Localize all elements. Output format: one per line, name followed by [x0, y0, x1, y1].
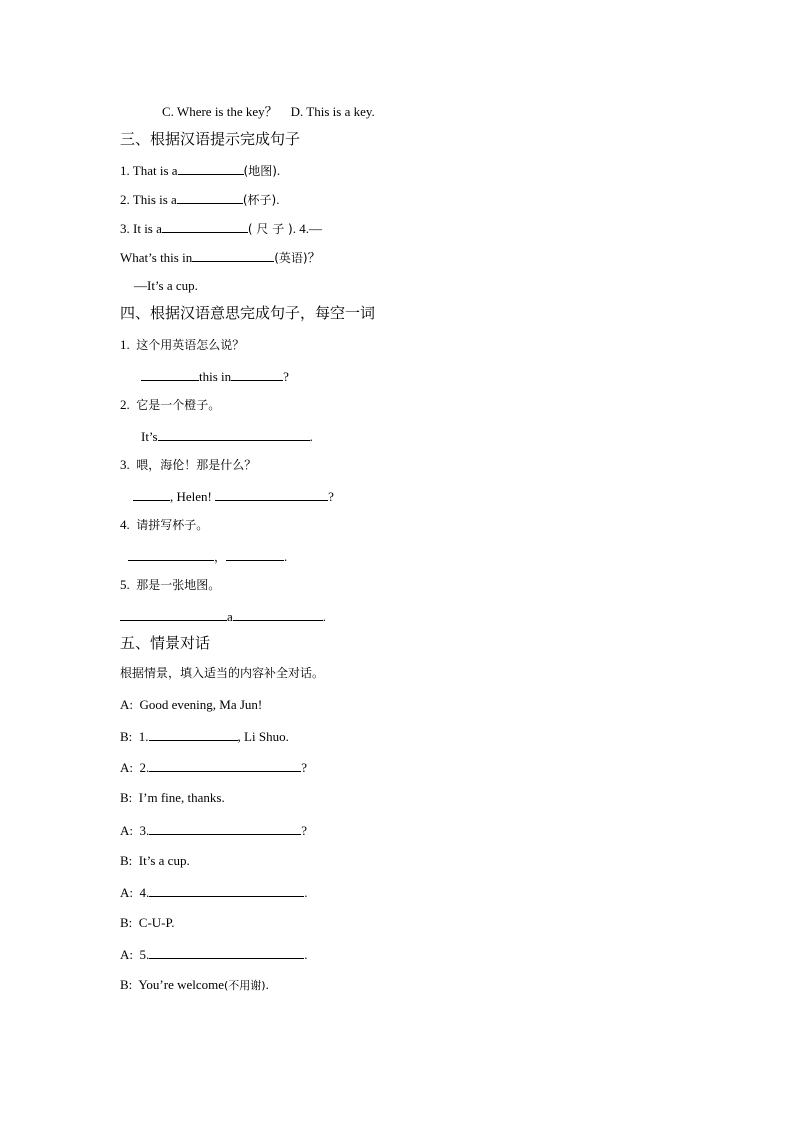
- dialogue-end: .: [265, 977, 269, 992]
- answer-blank[interactable]: [141, 368, 199, 381]
- answer-text: a: [227, 609, 233, 624]
- speaker-label: B:: [120, 853, 133, 868]
- speaker-label: B:: [120, 915, 133, 930]
- section-5-instruction: 根据情景，填入适当的内容补全对话。: [120, 666, 325, 680]
- item-number: 3.: [120, 457, 130, 472]
- s3-q2-end: .: [276, 192, 280, 207]
- answer-text: It’s: [141, 429, 158, 444]
- answer-text: this in: [199, 369, 232, 384]
- answer-blank[interactable]: [128, 548, 214, 561]
- speaker-label: B:: [120, 729, 133, 744]
- answer-text: ，: [214, 550, 227, 564]
- s4-item-1-prompt: [120, 337, 244, 353]
- speaker-label: A:: [120, 760, 133, 775]
- blank-number: 1.: [138, 729, 149, 744]
- s4-item-2-answer: [141, 428, 313, 445]
- s3-q1-end: .: [276, 163, 281, 178]
- answer-blank[interactable]: [178, 162, 244, 175]
- answer-end: ?: [328, 489, 334, 504]
- speaker-label: A:: [120, 697, 133, 712]
- dialogue-line-9: [120, 946, 308, 963]
- dialogue-line-1: [120, 697, 262, 713]
- section-4-title: 四、根据汉语意思完成句子，每空一词: [120, 304, 376, 322]
- answer-blank[interactable]: [149, 884, 304, 897]
- answer-blank[interactable]: [149, 759, 301, 772]
- answer-blank[interactable]: [231, 368, 283, 381]
- section-5-title: 五、情景对话: [120, 634, 211, 652]
- s4-item-5-answer: [120, 608, 326, 625]
- dialogue-line-2: [120, 728, 289, 745]
- item-number: 1.: [120, 337, 130, 352]
- s3-q1-hint: (地图): [243, 164, 277, 178]
- dialogue-line-8: [120, 915, 175, 931]
- s3-q3-end: . 4.—: [292, 221, 322, 236]
- s4-item-5-prompt: [120, 577, 220, 593]
- chinese-hint: (不用谢): [224, 979, 266, 992]
- answer-blank[interactable]: [215, 488, 328, 501]
- speaker-label: A:: [120, 947, 133, 962]
- item-number: 5.: [120, 577, 130, 592]
- s3-q2-hint: (杯子): [242, 193, 277, 207]
- answer-blank[interactable]: [162, 220, 248, 233]
- answer-end: .: [284, 549, 288, 564]
- s3-q3-hint: ( 尺 子 ): [247, 222, 293, 236]
- dialogue-text: .: [304, 947, 308, 962]
- s3-q4-text: What’s this in: [120, 250, 193, 265]
- answer-blank[interactable]: [149, 822, 301, 835]
- dialogue-line-7: [120, 884, 308, 901]
- s3-question-4: [120, 249, 321, 266]
- blank-number: 3.: [139, 823, 150, 838]
- answer-blank[interactable]: [120, 608, 227, 621]
- s3-question-2: [120, 191, 279, 208]
- dialogue-text: C-U-P.: [138, 915, 175, 930]
- s3-q3-text: 3. It is a: [120, 221, 162, 236]
- blank-number: 4.: [139, 885, 150, 900]
- s3-q4-sample-answer: —It’s a cup.: [134, 278, 198, 293]
- item-prompt: 这个用英语怎么说？: [136, 338, 245, 352]
- answer-blank[interactable]: [149, 946, 304, 959]
- item-prompt: 那是一张地图。: [136, 578, 221, 592]
- s4-item-4-answer: [128, 548, 287, 565]
- section-3-title: 三、根据汉语提示完成句子: [120, 130, 301, 148]
- item-number: 4.: [120, 517, 130, 532]
- s4-item-2-prompt: [120, 397, 220, 413]
- dialogue-text: It’s a cup.: [138, 853, 190, 868]
- s3-q4-end: ？: [307, 250, 321, 265]
- answer-end: ?: [283, 369, 289, 384]
- s4-item-3-prompt: [120, 457, 256, 473]
- answer-blank[interactable]: [192, 249, 274, 262]
- answer-end: .: [322, 609, 327, 624]
- dialogue-text: Good evening, Ma Jun!: [139, 697, 263, 712]
- s4-item-1-answer: [141, 368, 289, 385]
- dialogue-text: , Li Shuo.: [237, 729, 289, 744]
- answer-blank[interactable]: [233, 608, 323, 621]
- s4-item-3-answer: [133, 488, 334, 505]
- blank-number: 2.: [139, 760, 150, 775]
- dialogue-line-6: [120, 853, 190, 869]
- s3-question-3: [120, 220, 322, 237]
- answer-blank[interactable]: [133, 488, 170, 501]
- speaker-label: A:: [120, 823, 133, 838]
- item-prompt: 喂，海伦！那是什么？: [136, 458, 257, 472]
- s3-q2-text: 2. This is a: [120, 192, 177, 207]
- dialogue-line-3: [120, 759, 307, 776]
- dialogue-text: You’re welcome: [138, 977, 225, 992]
- blank-number: 5.: [139, 947, 150, 962]
- answer-text: , Helen!: [170, 489, 212, 504]
- s4-item-4-prompt: [120, 517, 208, 533]
- answer-blank[interactable]: [158, 428, 310, 441]
- dialogue-text: .: [304, 885, 308, 900]
- speaker-label: B:: [120, 977, 133, 992]
- speaker-label: A:: [120, 885, 133, 900]
- item-prompt: 请拼写杯子。: [136, 518, 209, 532]
- answer-blank[interactable]: [177, 191, 243, 204]
- dialogue-line-10: [120, 977, 269, 994]
- dialogue-text: ?: [301, 823, 308, 838]
- answer-blank[interactable]: [226, 548, 284, 561]
- s3-question-1: [120, 162, 280, 179]
- dialogue-line-5: [120, 822, 307, 839]
- question-options: C. Where is the key？ D. This is a key.: [162, 104, 375, 119]
- item-prompt: 它是一个橙子。: [136, 398, 221, 412]
- dialogue-text: I’m fine, thanks.: [138, 790, 225, 805]
- s3-q4-hint: (英语): [274, 251, 308, 265]
- speaker-label: B:: [120, 790, 133, 805]
- dialogue-text: ?: [301, 760, 308, 775]
- item-number: 2.: [120, 397, 130, 412]
- s3-q1-text: 1. That is a: [120, 163, 178, 178]
- answer-end: .: [309, 429, 313, 444]
- answer-blank[interactable]: [149, 728, 238, 741]
- dialogue-line-4: [120, 790, 225, 806]
